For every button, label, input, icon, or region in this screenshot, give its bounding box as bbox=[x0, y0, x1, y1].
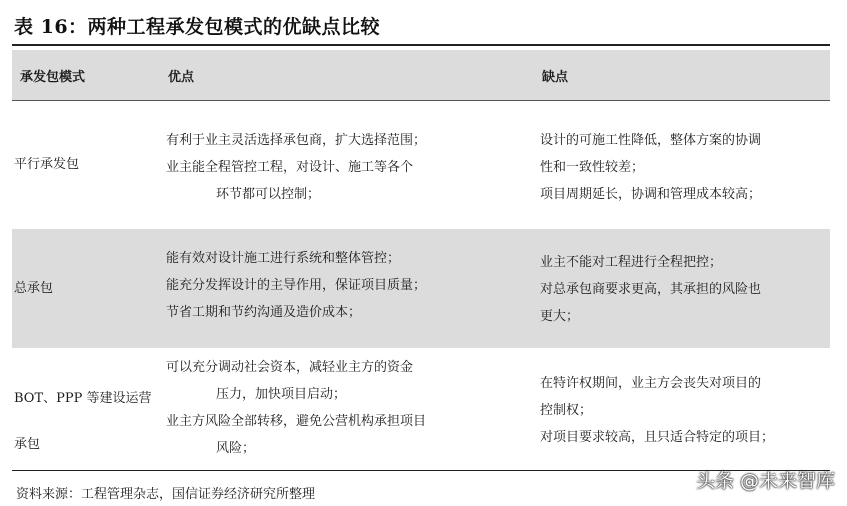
row-cons bbox=[540, 127, 830, 208]
row-pros bbox=[166, 245, 506, 326]
pros-line: 能充分发挥设计的主导作用，保证项目质量； bbox=[166, 278, 427, 293]
source-note: 资料来源：工程管理杂志，国信证券经济研究所整理 bbox=[16, 487, 316, 502]
pros-line: 业主方风险全部转移，避免公营机构承担项目 bbox=[166, 414, 427, 429]
row-mode bbox=[14, 275, 53, 302]
cons-line: 更大； bbox=[540, 309, 580, 324]
mode-text: 承包 bbox=[14, 437, 41, 452]
cons-line: 业主不能对工程进行全程把控； bbox=[540, 255, 723, 270]
header-pros: 优点 bbox=[168, 70, 195, 85]
watermark: 头条 @未来智库 bbox=[695, 470, 835, 492]
pros-line: 业主能全程管控工程，对设计、施工等各个 bbox=[166, 160, 414, 175]
table-row bbox=[12, 348, 830, 470]
header-cons: 缺点 bbox=[542, 70, 569, 85]
pros-line: 能有效对设计施工进行系统和整体管控； bbox=[166, 251, 401, 266]
pros-line: 环节都可以控制； bbox=[216, 187, 321, 202]
header-mode: 承发包模式 bbox=[20, 70, 86, 85]
row-mode bbox=[14, 376, 152, 468]
title-rule bbox=[12, 44, 830, 46]
cons-line: 性和一致性较差； bbox=[540, 160, 645, 175]
row-pros bbox=[166, 354, 506, 462]
table-row bbox=[12, 101, 830, 229]
cons-line: 在特许权期间，业主方会丧失对项目的 bbox=[540, 376, 762, 391]
row-cons bbox=[540, 249, 830, 330]
mode-text: 总承包 bbox=[14, 281, 54, 296]
row-cons bbox=[540, 370, 830, 451]
pros-line: 风险； bbox=[216, 441, 256, 456]
cons-line: 设计的可施工性降低，整体方案的协调 bbox=[540, 133, 762, 148]
pros-line: 压力，加快项目启动； bbox=[216, 387, 347, 402]
cons-line: 对总承包商要求更高，其承担的风险也 bbox=[540, 282, 762, 297]
cons-line: 控制权； bbox=[540, 403, 593, 418]
table-title: 表 16：两种工程承发包模式的优缺点比较 bbox=[14, 16, 381, 38]
mode-text: 平行承发包 bbox=[14, 157, 80, 172]
table-header bbox=[12, 50, 830, 101]
pros-line: 节省工期和节约沟通及造价成本； bbox=[166, 305, 362, 320]
pros-line: 有利于业主灵活选择承包商，扩大选择范围； bbox=[166, 133, 427, 148]
row-pros bbox=[166, 127, 506, 208]
cons-line: 项目周期延长，协调和管理成本较高； bbox=[540, 187, 762, 202]
table-row bbox=[12, 229, 830, 348]
cons-line: 对项目要求较高，且只适合特定的项目； bbox=[540, 430, 775, 445]
row-mode bbox=[14, 151, 79, 178]
pros-line: 可以充分调动社会资本，减轻业主方的资金 bbox=[166, 360, 414, 375]
mode-text: BOT、PPP 等建设运营 bbox=[14, 391, 152, 406]
